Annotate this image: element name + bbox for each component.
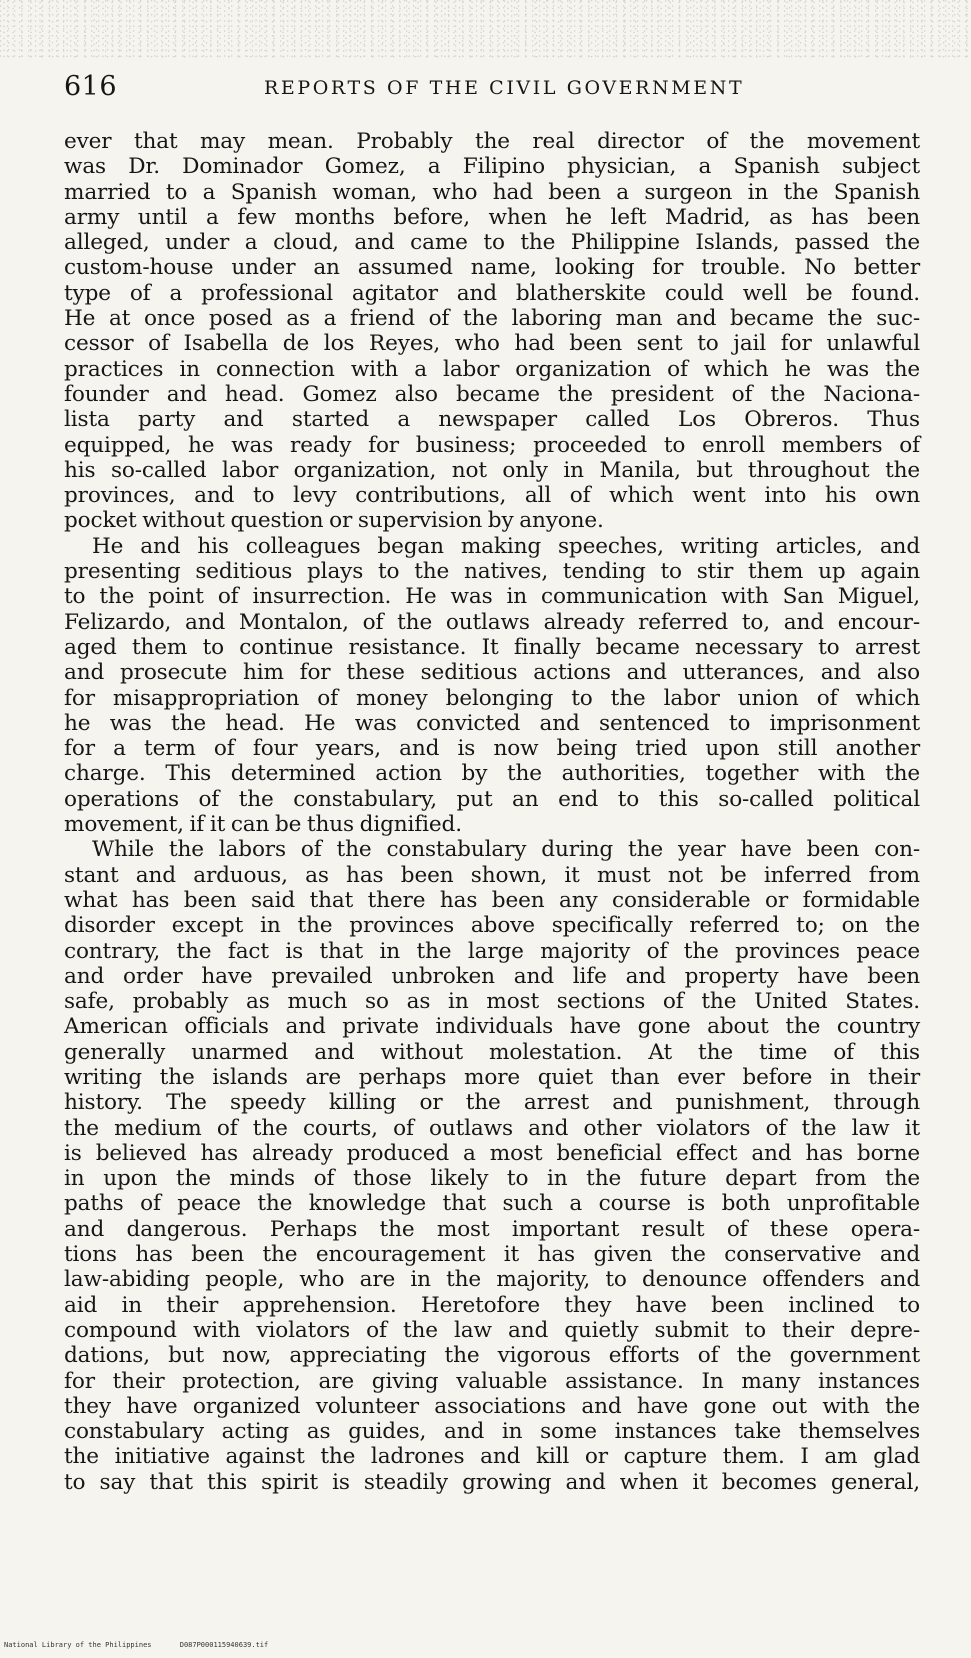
text-line: to say that this spirit is steadily growing and when it becomes general, xyxy=(64,1469,920,1495)
text-line: law-abiding people, who are in the majority, to denounce offenders and xyxy=(64,1267,920,1293)
text-line: stant and arduous, as has been shown, it must not be inferred from xyxy=(64,862,920,888)
text-line: disorder except in the provinces above specifically referred to; on the xyxy=(64,913,920,939)
body-text xyxy=(64,129,920,1495)
text-line: in upon the minds of those likely to in the future depart from the xyxy=(64,1166,920,1192)
footer-file-id: D087P000115940639.tif xyxy=(179,1641,269,1649)
text-line: constabulary acting as guides, and in some instances take themselves xyxy=(64,1419,920,1445)
text-line: is believed has already produced a most beneficial effect and has borne xyxy=(64,1140,920,1166)
text-line: American officials and private individuals have gone about the country xyxy=(64,1014,920,1040)
text-line: charge. This determined action by the authorities, together with the xyxy=(64,761,920,787)
text-line: to the point of insurrection. He was in communication with San Miguel, xyxy=(64,584,920,610)
text-line: alleged, under a cloud, and came to the Philippine Islands, passed the xyxy=(64,230,920,256)
running-head: REPORTS OF THE CIVIL GOVERNMENT xyxy=(264,77,745,99)
scan-noise xyxy=(0,0,971,60)
text-line: ever that may mean. Probably the real director of the movement xyxy=(64,129,920,154)
text-line: and prosecute him for these seditious actions and utterances, and also xyxy=(64,660,920,686)
text-line: movement, if it can be thus dignified. xyxy=(64,812,462,838)
text-line: provinces, and to levy contributions, all of which went into his own xyxy=(64,483,920,509)
text-line: safe, probably as much so as in most sections of the United States. xyxy=(64,989,920,1015)
text-line: army until a few months before, when he left Madrid, as has been xyxy=(64,204,920,230)
text-line: for a term of four years, and is now being tried upon still another xyxy=(64,736,920,762)
text-line: and dangerous. Perhaps the most important result of these opera- xyxy=(64,1216,920,1242)
text-line: for misappropriation of money belonging to the labor union of which xyxy=(64,685,920,711)
paragraph-start-line: While the labors of the constabulary during the year have been con- xyxy=(92,837,920,863)
scan-footer xyxy=(4,1640,268,1650)
text-line: lista party and started a newspaper called Los Obreros. Thus xyxy=(64,407,920,433)
page-header xyxy=(64,70,924,104)
text-line: equipped, he was ready for business; proceeded to enroll members of xyxy=(64,432,920,458)
text-line: history. The speedy killing or the arrest and punishment, through xyxy=(64,1090,920,1116)
text-line: he was the head. He was convicted and sentenced to imprisonment xyxy=(64,710,920,736)
text-line: aid in their apprehension. Heretofore they have been inclined to xyxy=(64,1292,920,1318)
text-line: custom-house under an assumed name, looking for trouble. No better xyxy=(64,255,920,281)
text-line: was Dr. Dominador Gomez, a Filipino physician, a Spanish subject xyxy=(64,154,920,180)
text-line: generally unarmed and without molestation. At the time of this xyxy=(64,1039,920,1065)
text-line: He at once posed as a friend of the laboring man and became the suc- xyxy=(64,306,920,332)
page-number: 616 xyxy=(64,71,118,102)
text-line: writing the islands are perhaps more quiet than ever before in their xyxy=(64,1064,920,1090)
text-line: dations, but now, appreciating the vigorous efforts of the government xyxy=(64,1343,920,1369)
text-line: paths of peace the knowledge that such a course is both unprofitable xyxy=(64,1191,920,1217)
text-line: they have organized volunteer associations and have gone out with the xyxy=(64,1393,920,1419)
text-line: what has been said that there has been any considerable or formidable xyxy=(64,887,920,913)
text-line: cessor of Isabella de los Reyes, who had been sent to jail for unlawful xyxy=(64,331,920,357)
text-line: the initiative against the ladrones and kill or capture them. I am glad xyxy=(64,1444,920,1470)
text-line: type of a professional agitator and blatherskite could well be found. xyxy=(64,280,920,306)
text-line: and order have prevailed unbroken and life and property have been xyxy=(64,963,920,989)
text-line: the medium of the courts, of outlaws and other violators of the law it xyxy=(64,1115,920,1141)
text-line: for their protection, are giving valuable assistance. In many instances xyxy=(64,1368,920,1394)
footer-library: National Library of the Philippines xyxy=(4,1641,152,1649)
text-line: his so-called labor organization, not only in Manila, but throughout the xyxy=(64,457,920,483)
text-line: tions has been the encouragement it has given the conservative and xyxy=(64,1242,920,1268)
text-line: contrary, the fact is that in the large majority of the provinces peace xyxy=(64,938,920,964)
text-line: compound with violators of the law and quietly submit to their depre- xyxy=(64,1317,920,1343)
text-line: married to a Spanish woman, who had been a surgeon in the Spanish xyxy=(64,179,920,205)
text-line: aged them to continue resistance. It finally became necessary to arrest xyxy=(64,634,920,660)
text-line: practices in connection with a labor organization of which he was the xyxy=(64,356,920,382)
text-line: Felizardo, and Montalon, of the outlaws already referred to, and encour- xyxy=(64,609,920,635)
text-line: presenting seditious plays to the natives, tending to stir them up again xyxy=(64,559,920,585)
text-line: founder and head. Gomez also became the president of the Naciona- xyxy=(64,381,920,407)
text-line: pocket without question or supervision by anyone. xyxy=(64,508,604,534)
paragraph-start-line: He and his colleagues began making speeches, writing articles, and xyxy=(92,533,920,559)
text-line: operations of the constabulary, put an end to this so-called political xyxy=(64,786,920,812)
